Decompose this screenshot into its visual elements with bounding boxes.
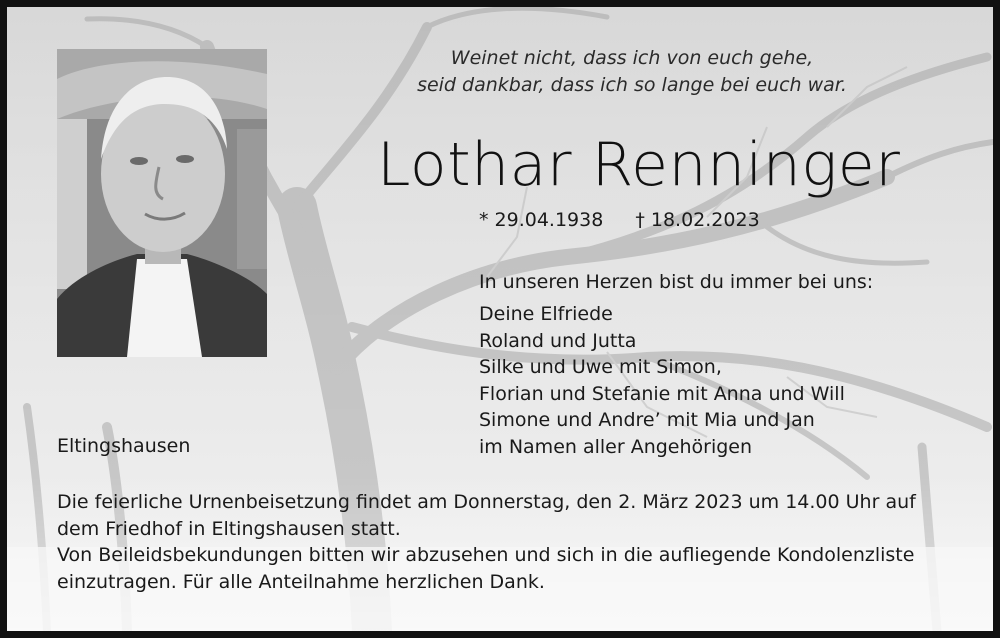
notice-line: Von Beileidsbekundungen bitten wir abzusehen und sich in die aufliegende Kondolenzliste — [57, 544, 915, 566]
family-member: Simone und Andre’ mit Mia und Jan — [479, 409, 815, 431]
family-list — [479, 301, 845, 460]
family-member: Silke und Uwe mit Simon, — [479, 356, 722, 378]
notice-line: einzutragen. Für alle Anteilnahme herzlichen Dank. — [57, 570, 545, 593]
family-member: im Namen aller Angehörigen — [479, 435, 753, 458]
birth-date: * 29.04.1938 — [479, 209, 604, 231]
notice-line: dem Friedhof in Eltingshausen statt. — [57, 517, 401, 540]
memorial-verse — [387, 45, 877, 99]
funeral-notice — [57, 489, 957, 595]
death-date: † 18.02.2023 — [635, 209, 760, 231]
verse-line: Weinet nicht, dass ich von euch gehe, — [450, 47, 814, 69]
location: Eltingshausen — [57, 435, 191, 457]
deceased-name: Lothar Renninger — [377, 130, 901, 200]
portrait-photo — [57, 49, 267, 357]
verse-line: seid dankbar, dass ich so lange bei euch war. — [417, 74, 847, 96]
family-member: Roland und Jutta — [479, 329, 637, 352]
notice-line: Die feierliche Urnenbeisetzung findet am Donnerstag, den 2. März 2023 um 14.00 Uhr auf — [57, 491, 916, 513]
family-intro: In unseren Herzen bist du immer bei uns: — [479, 271, 874, 293]
family-member: Florian und Stefanie mit Anna und Will — [479, 382, 845, 405]
life-dates — [479, 207, 760, 233]
family-member: Deine Elfriede — [479, 303, 613, 325]
